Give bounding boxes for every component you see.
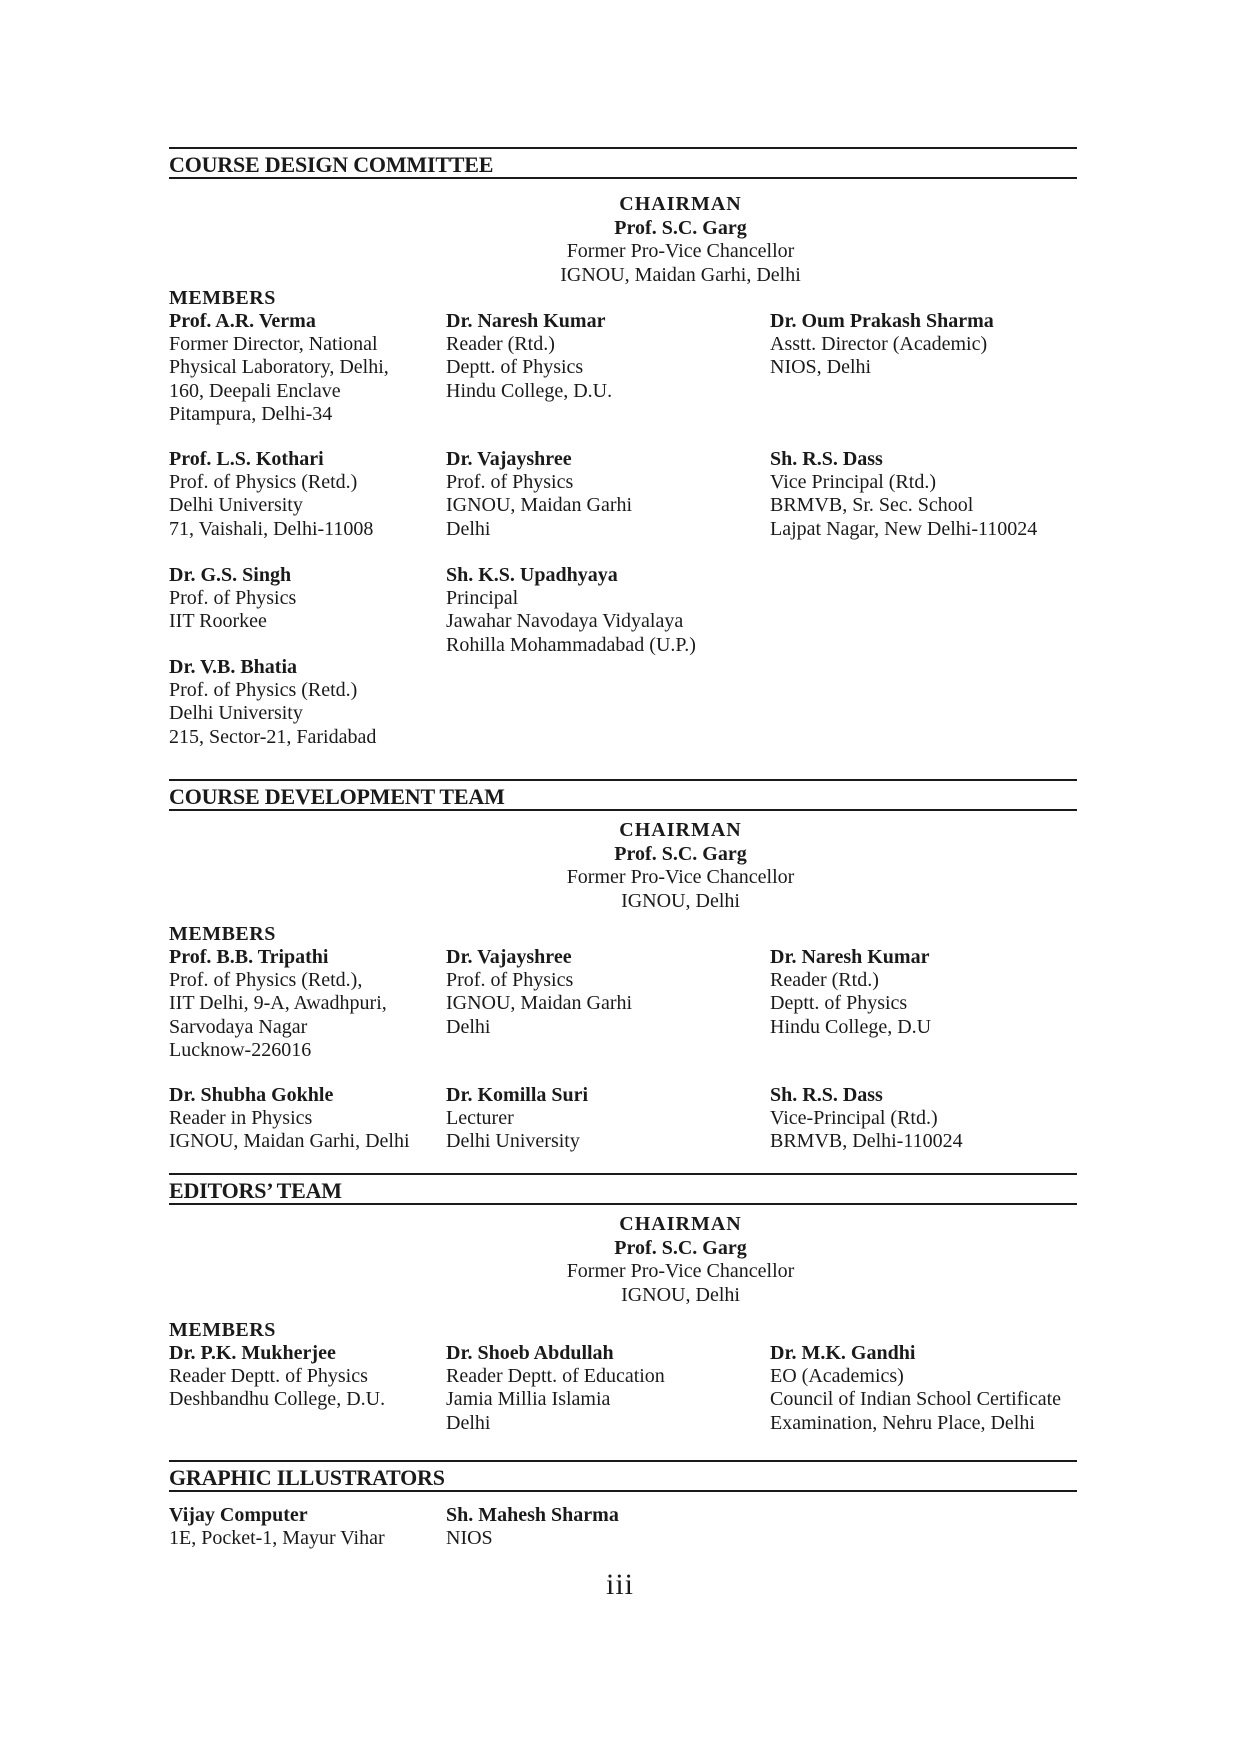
member-line: Delhi University (446, 1130, 580, 1153)
member-line: Pitampura, Delhi-34 (169, 402, 333, 425)
section-title: EDITORS’ TEAM (169, 1178, 342, 1203)
member-name: Dr. Vajayshree (446, 448, 572, 470)
member-line: Jamia Millia Islamia (446, 1388, 611, 1411)
member-line: Deptt. of Physics (770, 992, 908, 1015)
member-entry (770, 1084, 963, 1154)
member-line: Council of Indian School Certificate (770, 1388, 1062, 1411)
chairman-line: IGNOU, Delhi (621, 1283, 740, 1306)
member-name: Dr. Naresh Kumar (446, 310, 606, 332)
chairman-label: CHAIRMAN (619, 819, 742, 841)
members-grid (169, 1504, 1077, 1564)
member-line: Deptt. of Physics (446, 356, 584, 379)
member-line: Delhi University (169, 702, 303, 725)
section-header (169, 1460, 1077, 1492)
member-line: Reader Deptt. of Physics (169, 1365, 368, 1388)
member-name: Dr. Naresh Kumar (770, 946, 930, 968)
members-grid (169, 1342, 1077, 1442)
chairman-name: Prof. S.C. Garg (614, 216, 747, 239)
member-line: IIT Delhi, 9-A, Awadhpuri, (169, 992, 387, 1015)
member-line: Vice Principal (Rtd.) (770, 471, 936, 494)
member-line: NIOS, Delhi (770, 356, 872, 379)
member-name: Sh. Mahesh Sharma (446, 1504, 619, 1526)
member-line: IGNOU, Maidan Garhi (446, 494, 633, 517)
member-line: Reader (Rtd.) (770, 969, 879, 992)
member-name: Dr. Shoeb Abdullah (446, 1342, 614, 1364)
member-line: Hindu College, D.U. (446, 379, 613, 402)
members-label: MEMBERS (169, 923, 276, 945)
development-team-section (169, 779, 1077, 1156)
member-name: Dr. Oum Prakash Sharma (770, 310, 994, 332)
member-line: Delhi (446, 517, 491, 540)
member-entry (446, 564, 696, 657)
member-line: Reader (Rtd.) (446, 333, 555, 356)
section-title: COURSE DESIGN COMMITTEE (169, 152, 494, 177)
chairman-line: Former Pro-Vice Chancellor (566, 240, 795, 262)
member-line: Prof. of Physics (446, 969, 574, 992)
member-name: Dr. V.B. Bhatia (169, 656, 298, 678)
member-name: Vijay Computer (169, 1504, 308, 1526)
section-title: COURSE DEVELOPMENT TEAM (169, 784, 505, 809)
member-name: Dr. G.S. Singh (169, 564, 292, 586)
editors-team-section (169, 1173, 1077, 1442)
member-line: Prof. of Physics (446, 471, 574, 494)
member-entry (446, 448, 632, 541)
member-line: IGNOU, Maidan Garhi, Delhi (169, 1130, 410, 1153)
member-line: Sarvodaya Nagar (169, 1015, 308, 1038)
member-line: Prof. of Physics (Retd.) (169, 471, 358, 494)
member-line: 71, Vaishali, Delhi-11008 (169, 517, 374, 540)
chairman-name: Prof. S.C. Garg (614, 1236, 747, 1259)
members-grid (169, 310, 1077, 750)
section-header (169, 779, 1077, 811)
member-entry (770, 1342, 1061, 1435)
member-entry (169, 564, 296, 634)
member-line: Delhi University (169, 494, 303, 517)
member-line: Delhi (446, 1411, 491, 1434)
member-line: EO (Academics) (770, 1365, 904, 1388)
member-name: Prof. B.B. Tripathi (169, 946, 329, 968)
member-entry (169, 1084, 410, 1154)
member-line: Former Director, National (169, 333, 378, 356)
member-entry (169, 1342, 385, 1412)
chairman-block (284, 193, 1077, 287)
chairman-label: CHAIRMAN (619, 193, 742, 215)
members-grid (169, 946, 1077, 1156)
member-line: 215, Sector-21, Faridabad (169, 725, 377, 748)
member-line: Examination, Nehru Place, Delhi (770, 1411, 1035, 1434)
member-line: Principal (446, 587, 519, 610)
chairman-block (284, 1213, 1077, 1307)
member-line: Lajpat Nagar, New Delhi-110024 (770, 517, 1038, 540)
member-line: NIOS (446, 1527, 493, 1550)
member-entry (446, 310, 612, 403)
member-line: Prof. of Physics (169, 587, 297, 610)
chairman-line: IGNOU, Maidan Garhi, Delhi (560, 263, 801, 286)
member-name: Dr. Vajayshree (446, 946, 572, 968)
member-line: BRMVB, Delhi-110024 (770, 1130, 963, 1153)
member-line: Reader Deptt. of Education (446, 1365, 665, 1388)
member-line: 1E, Pocket-1, Mayur Vihar (169, 1527, 385, 1550)
member-line: Prof. of Physics (Retd.), (169, 969, 363, 992)
member-line: Lucknow-226016 (169, 1038, 312, 1061)
member-entry (770, 946, 931, 1039)
member-name: Sh. K.S. Upadhyaya (446, 564, 618, 586)
member-entry (169, 656, 376, 749)
member-entry (169, 448, 373, 541)
section-title: GRAPHIC ILLUSTRATORS (169, 1465, 445, 1490)
member-line: Reader in Physics (169, 1107, 313, 1130)
graphic-illustrators-section (169, 1460, 1077, 1564)
chairman-line: IGNOU, Delhi (621, 889, 740, 912)
chairman-line: Former Pro-Vice Chancellor (566, 1260, 795, 1282)
chairman-label: CHAIRMAN (619, 1213, 742, 1235)
member-name: Dr. P.K. Mukherjee (169, 1342, 336, 1364)
page-number: iii (605, 1568, 634, 1601)
chairman-line: Former Pro-Vice Chancellor (566, 866, 795, 888)
member-line: Prof. of Physics (Retd.) (169, 679, 358, 702)
member-line: IIT Roorkee (169, 610, 267, 633)
member-entry (770, 448, 1037, 541)
member-entry (446, 946, 632, 1039)
member-name: Sh. R.S. Dass (770, 1084, 883, 1106)
member-line: Deshbandhu College, D.U. (169, 1388, 386, 1411)
design-committee-section (169, 147, 1077, 750)
chairman-name: Prof. S.C. Garg (614, 842, 747, 865)
member-line: 160, Deepali Enclave (169, 379, 341, 402)
member-entry (446, 1084, 588, 1154)
member-line: Jawahar Navodaya Vidyalaya (446, 610, 684, 633)
member-entry (169, 1504, 385, 1550)
members-label: MEMBERS (169, 287, 276, 309)
member-name: Dr. Komilla Suri (446, 1084, 589, 1106)
member-line: Vice-Principal (Rtd.) (770, 1107, 938, 1130)
section-header (169, 1173, 1077, 1205)
member-name: Dr. M.K. Gandhi (770, 1342, 916, 1364)
member-entry (169, 310, 389, 426)
members-label: MEMBERS (169, 1319, 276, 1341)
member-name: Prof. A.R. Verma (169, 310, 316, 332)
member-line: Lecturer (446, 1107, 514, 1130)
chairman-block (284, 819, 1077, 913)
member-name: Sh. R.S. Dass (770, 448, 883, 470)
member-entry (446, 1504, 619, 1550)
member-line: Delhi (446, 1015, 491, 1038)
member-entry (770, 310, 994, 380)
member-line: Asstt. Director (Academic) (770, 333, 988, 356)
member-line: Rohilla Mohammadabad (U.P.) (446, 633, 696, 656)
section-header (169, 147, 1077, 179)
member-line: BRMVB, Sr. Sec. School (770, 494, 974, 517)
member-name: Dr. Shubha Gokhle (169, 1084, 334, 1106)
member-entry (446, 1342, 665, 1435)
member-entry (169, 946, 387, 1062)
member-line: IGNOU, Maidan Garhi (446, 992, 633, 1015)
member-line: Physical Laboratory, Delhi, (169, 356, 389, 379)
member-line: Hindu College, D.U (770, 1015, 932, 1038)
member-name: Prof. L.S. Kothari (169, 448, 324, 470)
